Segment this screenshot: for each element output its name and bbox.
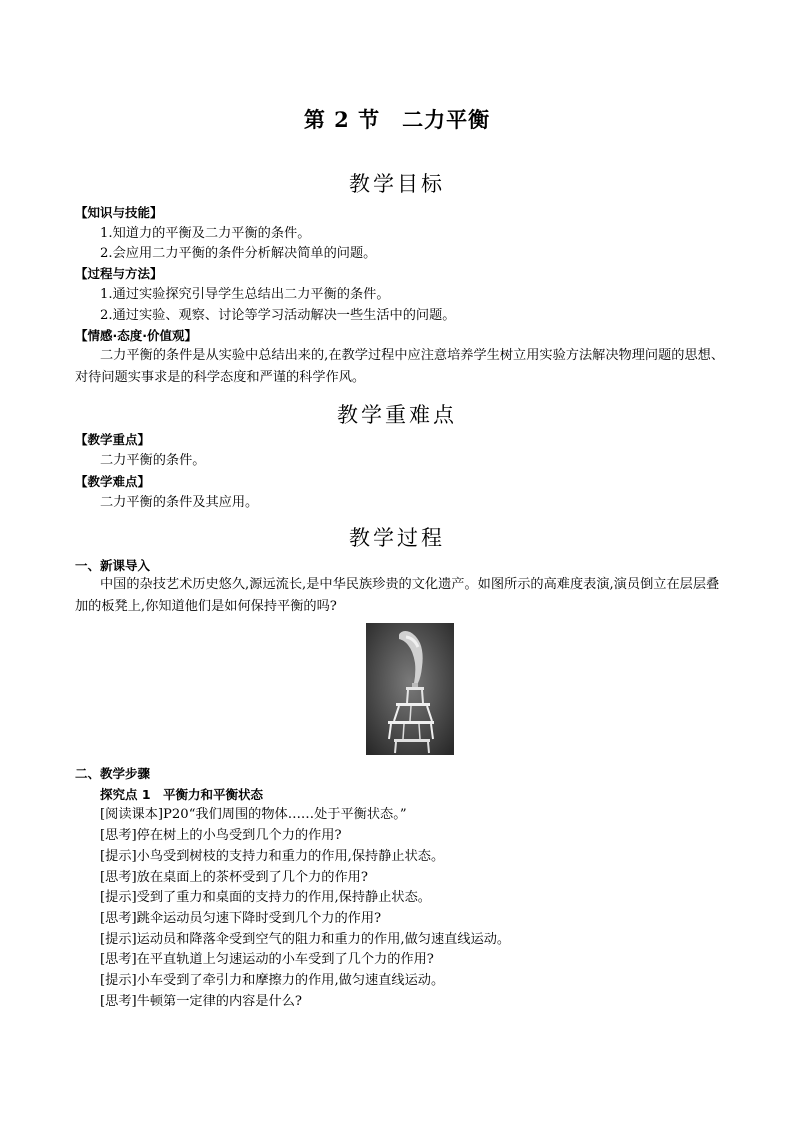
process-method-item: 2.通过实验、观察、讨论等学习活动解决一些生活中的问题。 — [100, 308, 456, 323]
think-line: [思考]跳伞运动员匀速下降时受到几个力的作用? — [100, 911, 382, 926]
section-name: 二力平衡 — [402, 107, 491, 132]
process-method-label: 【过程与方法】 — [75, 266, 163, 281]
explore-point-title: 探究点 1 平衡力和平衡状态 — [100, 787, 264, 802]
page-title — [0, 104, 794, 134]
think-line: [思考]放在桌面上的茶杯受到了几个力的作用? — [100, 870, 368, 885]
reading-line: [阅读课本]P20“我们周围的物体……处于平衡状态。” — [100, 807, 407, 822]
knowledge-item: 2.会应用二力平衡的条件分析解决简单的问题。 — [100, 246, 377, 261]
think-line: [思考]在平直轨道上匀速运动的小车受到了几个力的作用? — [100, 952, 434, 967]
intro-paragraph: 中国的杂技艺术历史悠久,源远流长,是中华民族珍贵的文化遗产。如图所示的高难度表演,演员倒立在层层叠加的板凳上,你知道他们是如何保持平衡的吗? — [75, 577, 720, 614]
hint-line: [提示]小鸟受到树枝的支持力和重力的作用,保持静止状态。 — [100, 849, 445, 864]
think-line: [思考]停在树上的小鸟受到几个力的作用? — [100, 828, 342, 843]
process-method-item: 1.通过实验探究引导学生总结出二力平衡的条件。 — [100, 287, 390, 302]
section-number: 第 2 节 — [303, 107, 381, 132]
emotion-label: 【情感·态度·价值观】 — [75, 328, 197, 343]
hint-line: [提示]运动员和降落伞受到空气的阻力和重力的作用,做匀速直线运动。 — [100, 932, 511, 947]
focus-label: 【教学重点】 — [75, 432, 151, 447]
think-line: [思考]牛顿第一定律的内容是什么? — [100, 994, 302, 1009]
emotion-paragraph: 二力平衡的条件是从实验中总结出来的,在教学过程中应注意培养学生树立用实验方法解决物理问题的思想、对待问题实事求是的科学态度和严谨的科学作风。 — [75, 348, 725, 385]
knowledge-label: 【知识与技能】 — [75, 205, 163, 220]
process-heading: 教学过程 — [349, 526, 445, 550]
hint-line: [提示]小车受到了牵引力和摩擦力的作用,做匀速直线运动。 — [100, 973, 445, 988]
goals-heading: 教学目标 — [349, 172, 445, 196]
keypoints-heading: 教学重难点 — [337, 403, 457, 427]
knowledge-item: 1.知道力的平衡及二力平衡的条件。 — [100, 226, 311, 241]
difficulty-label: 【教学难点】 — [75, 474, 151, 489]
difficulty-text: 二力平衡的条件及其应用。 — [100, 495, 259, 510]
acrobat-photo — [366, 623, 454, 755]
focus-text: 二力平衡的条件。 — [100, 453, 206, 468]
steps-label: 二、教学步骤 — [75, 766, 151, 781]
hint-line: [提示]受到了重力和桌面的支持力的作用,保持静止状态。 — [100, 890, 431, 905]
intro-label: 一、新课导入 — [75, 558, 151, 573]
